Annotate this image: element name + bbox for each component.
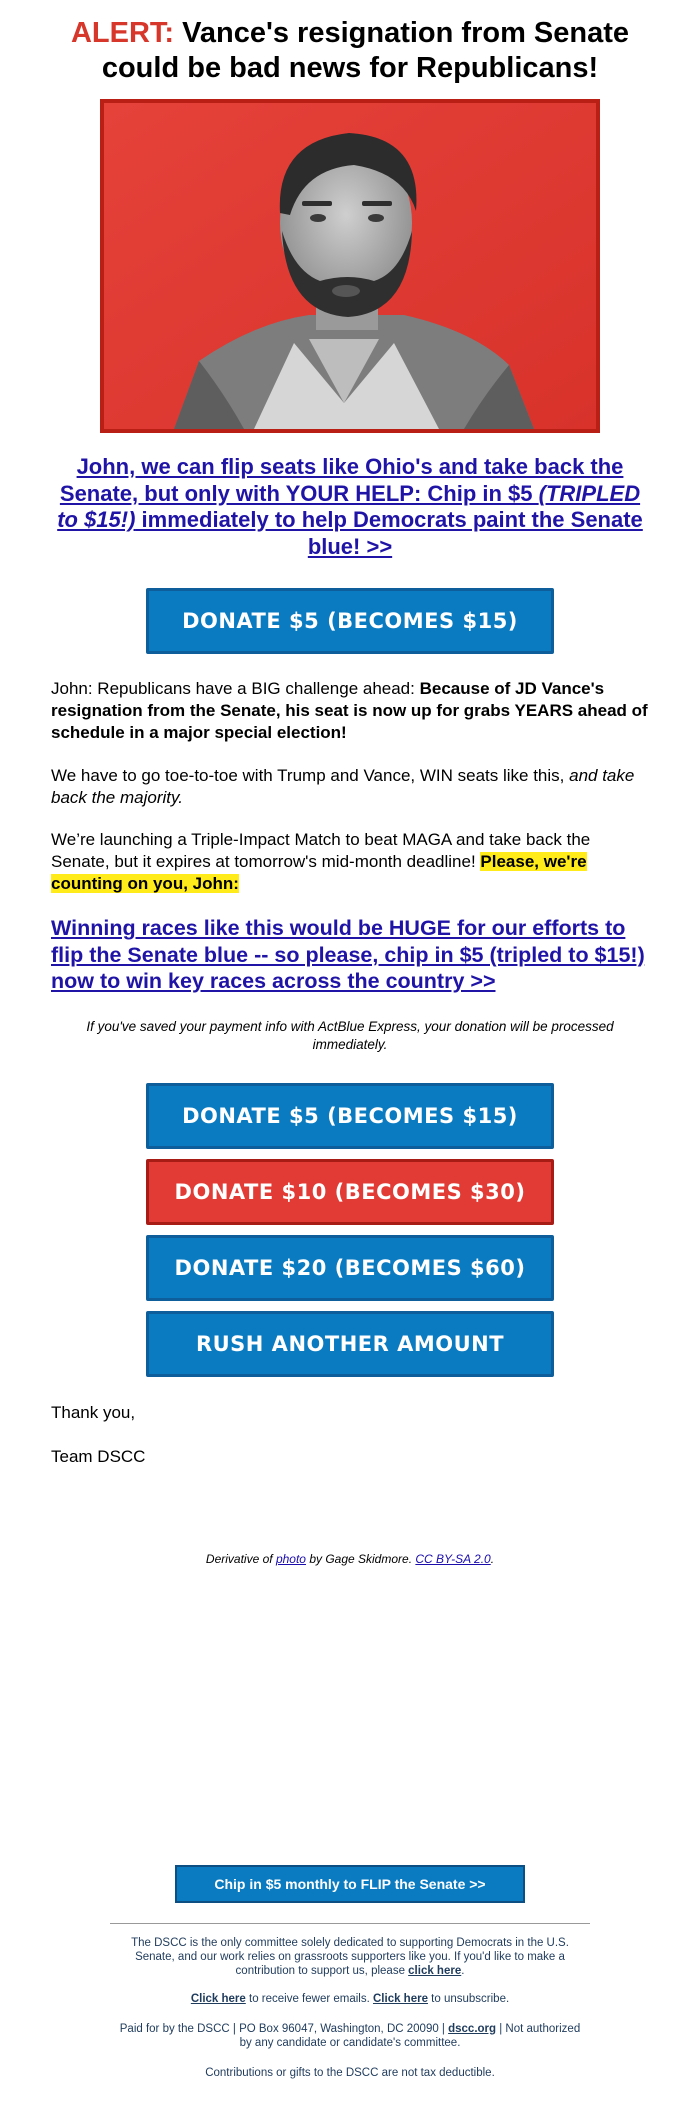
photo-credit bbox=[100, 1552, 600, 1566]
unsubscribe-link[interactable]: Click here bbox=[373, 1993, 428, 2005]
mid-donate-link[interactable] bbox=[51, 915, 656, 995]
monthly-donate-button[interactable]: Chip in $5 monthly to FLIP the Senate >> bbox=[175, 1865, 525, 1903]
credit-photo-link[interactable]: photo bbox=[275, 1552, 306, 1566]
mid-link-text[interactable]: Winning races like this would be HUGE for our efforts to flip the Senate blue -- so please, chip in $5 (tripled to $15!) now to win key races across the country >> bbox=[51, 916, 645, 993]
p1-bold: Because of JD Vance's resignation from the Senate, his seat is now up for grabs YEARS ahead of schedule in a major special election! bbox=[51, 679, 648, 742]
lead-link-italic[interactable]: (TRIPLED to $15!) bbox=[57, 480, 641, 532]
footer-paid-for bbox=[115, 2022, 585, 2050]
hero-photo[interactable] bbox=[100, 99, 600, 433]
paragraph-toe-to-toe bbox=[51, 765, 651, 809]
fewer-emails-text: to receive fewer emails. bbox=[245, 1993, 373, 2005]
donate-10-button[interactable]: DONATE $10 (BECOMES $30) bbox=[146, 1159, 554, 1225]
p2-plain: We have to go toe-to-toe with Trump and Vance, WIN seats like this, bbox=[51, 766, 570, 785]
credit-middle: by Gage Skidmore. bbox=[305, 1552, 416, 1566]
credit-prefix: Derivative of bbox=[205, 1552, 276, 1566]
p3-highlight: Please, we're counting on you, John: bbox=[51, 852, 587, 893]
credit-suffix: . bbox=[490, 1552, 495, 1566]
footer-about-end: . bbox=[461, 1965, 465, 1977]
p1-plain: John: Republicans have a BIG challenge ahead: bbox=[51, 679, 420, 698]
headline bbox=[40, 16, 660, 86]
footer-about-link[interactable]: click here bbox=[408, 1965, 462, 1977]
p2-italic: and take back the majority. bbox=[51, 766, 635, 807]
footer-about-text: The DSCC is the only committee solely dedicated to supporting Democrats in the U.S. Senate, and our work relies on grassroots supporters like you. If you'd like to make a contribution to support us, please bbox=[131, 1937, 569, 1977]
rush-another-amount-button[interactable]: RUSH ANOTHER AMOUNT bbox=[146, 1311, 554, 1377]
headline-alert: ALERT: bbox=[70, 17, 175, 49]
donate-5-button[interactable]: DONATE $5 (BECOMES $15) bbox=[146, 1083, 554, 1149]
lead-link-part2[interactable]: immediately to help Democrats paint the Senate blue! >> bbox=[135, 507, 643, 559]
lead-link-part1[interactable]: John, we can flip seats like Ohio's and take back the Senate, but only with YOUR HELP: Chip in $5 bbox=[59, 454, 624, 506]
footer-tax-note: Contributions or gifts to the DSCC are not tax deductible. bbox=[205, 2067, 495, 2079]
actblue-express-note: If you've saved your payment info with ActBlue Express, your donation will be processed immediately. bbox=[86, 1019, 614, 1052]
signoff-team: Team DSCC bbox=[51, 1447, 146, 1466]
fewer-emails-link[interactable]: Click here bbox=[190, 1993, 246, 2005]
paid-for-suffix: | Not authorized by any candidate or candidate's committee. bbox=[239, 2023, 581, 2049]
footer-divider bbox=[110, 1923, 590, 1924]
unsubscribe-text: to unsubscribe. bbox=[427, 1993, 510, 2005]
dscc-site-link[interactable]: dscc.org bbox=[448, 2023, 497, 2035]
paid-for-prefix: Paid for by the DSCC | PO Box 96047, Washington, DC 20090 | bbox=[119, 2023, 449, 2035]
footer-email-prefs bbox=[115, 1992, 585, 2006]
p3-plain: We’re launching a Triple-Impact Match to beat MAGA and take back the Senate, but it expires at tomorrow's mid-month deadline! bbox=[51, 830, 591, 871]
donate-20-button[interactable]: DONATE $20 (BECOMES $60) bbox=[146, 1235, 554, 1301]
portrait-image bbox=[104, 103, 596, 429]
donate-5-button-top[interactable]: DONATE $5 (BECOMES $15) bbox=[146, 588, 554, 654]
paragraph-challenge bbox=[51, 678, 651, 744]
signoff-thanks: Thank you, bbox=[51, 1403, 136, 1422]
headline-text: Vance's resignation from Senate could be bad news for Republicans! bbox=[101, 17, 630, 84]
paragraph-match bbox=[51, 829, 651, 895]
lead-donate-link[interactable] bbox=[52, 454, 648, 560]
credit-license-link[interactable]: CC BY-SA 2.0 bbox=[415, 1552, 491, 1566]
footer-about bbox=[115, 1936, 585, 1978]
